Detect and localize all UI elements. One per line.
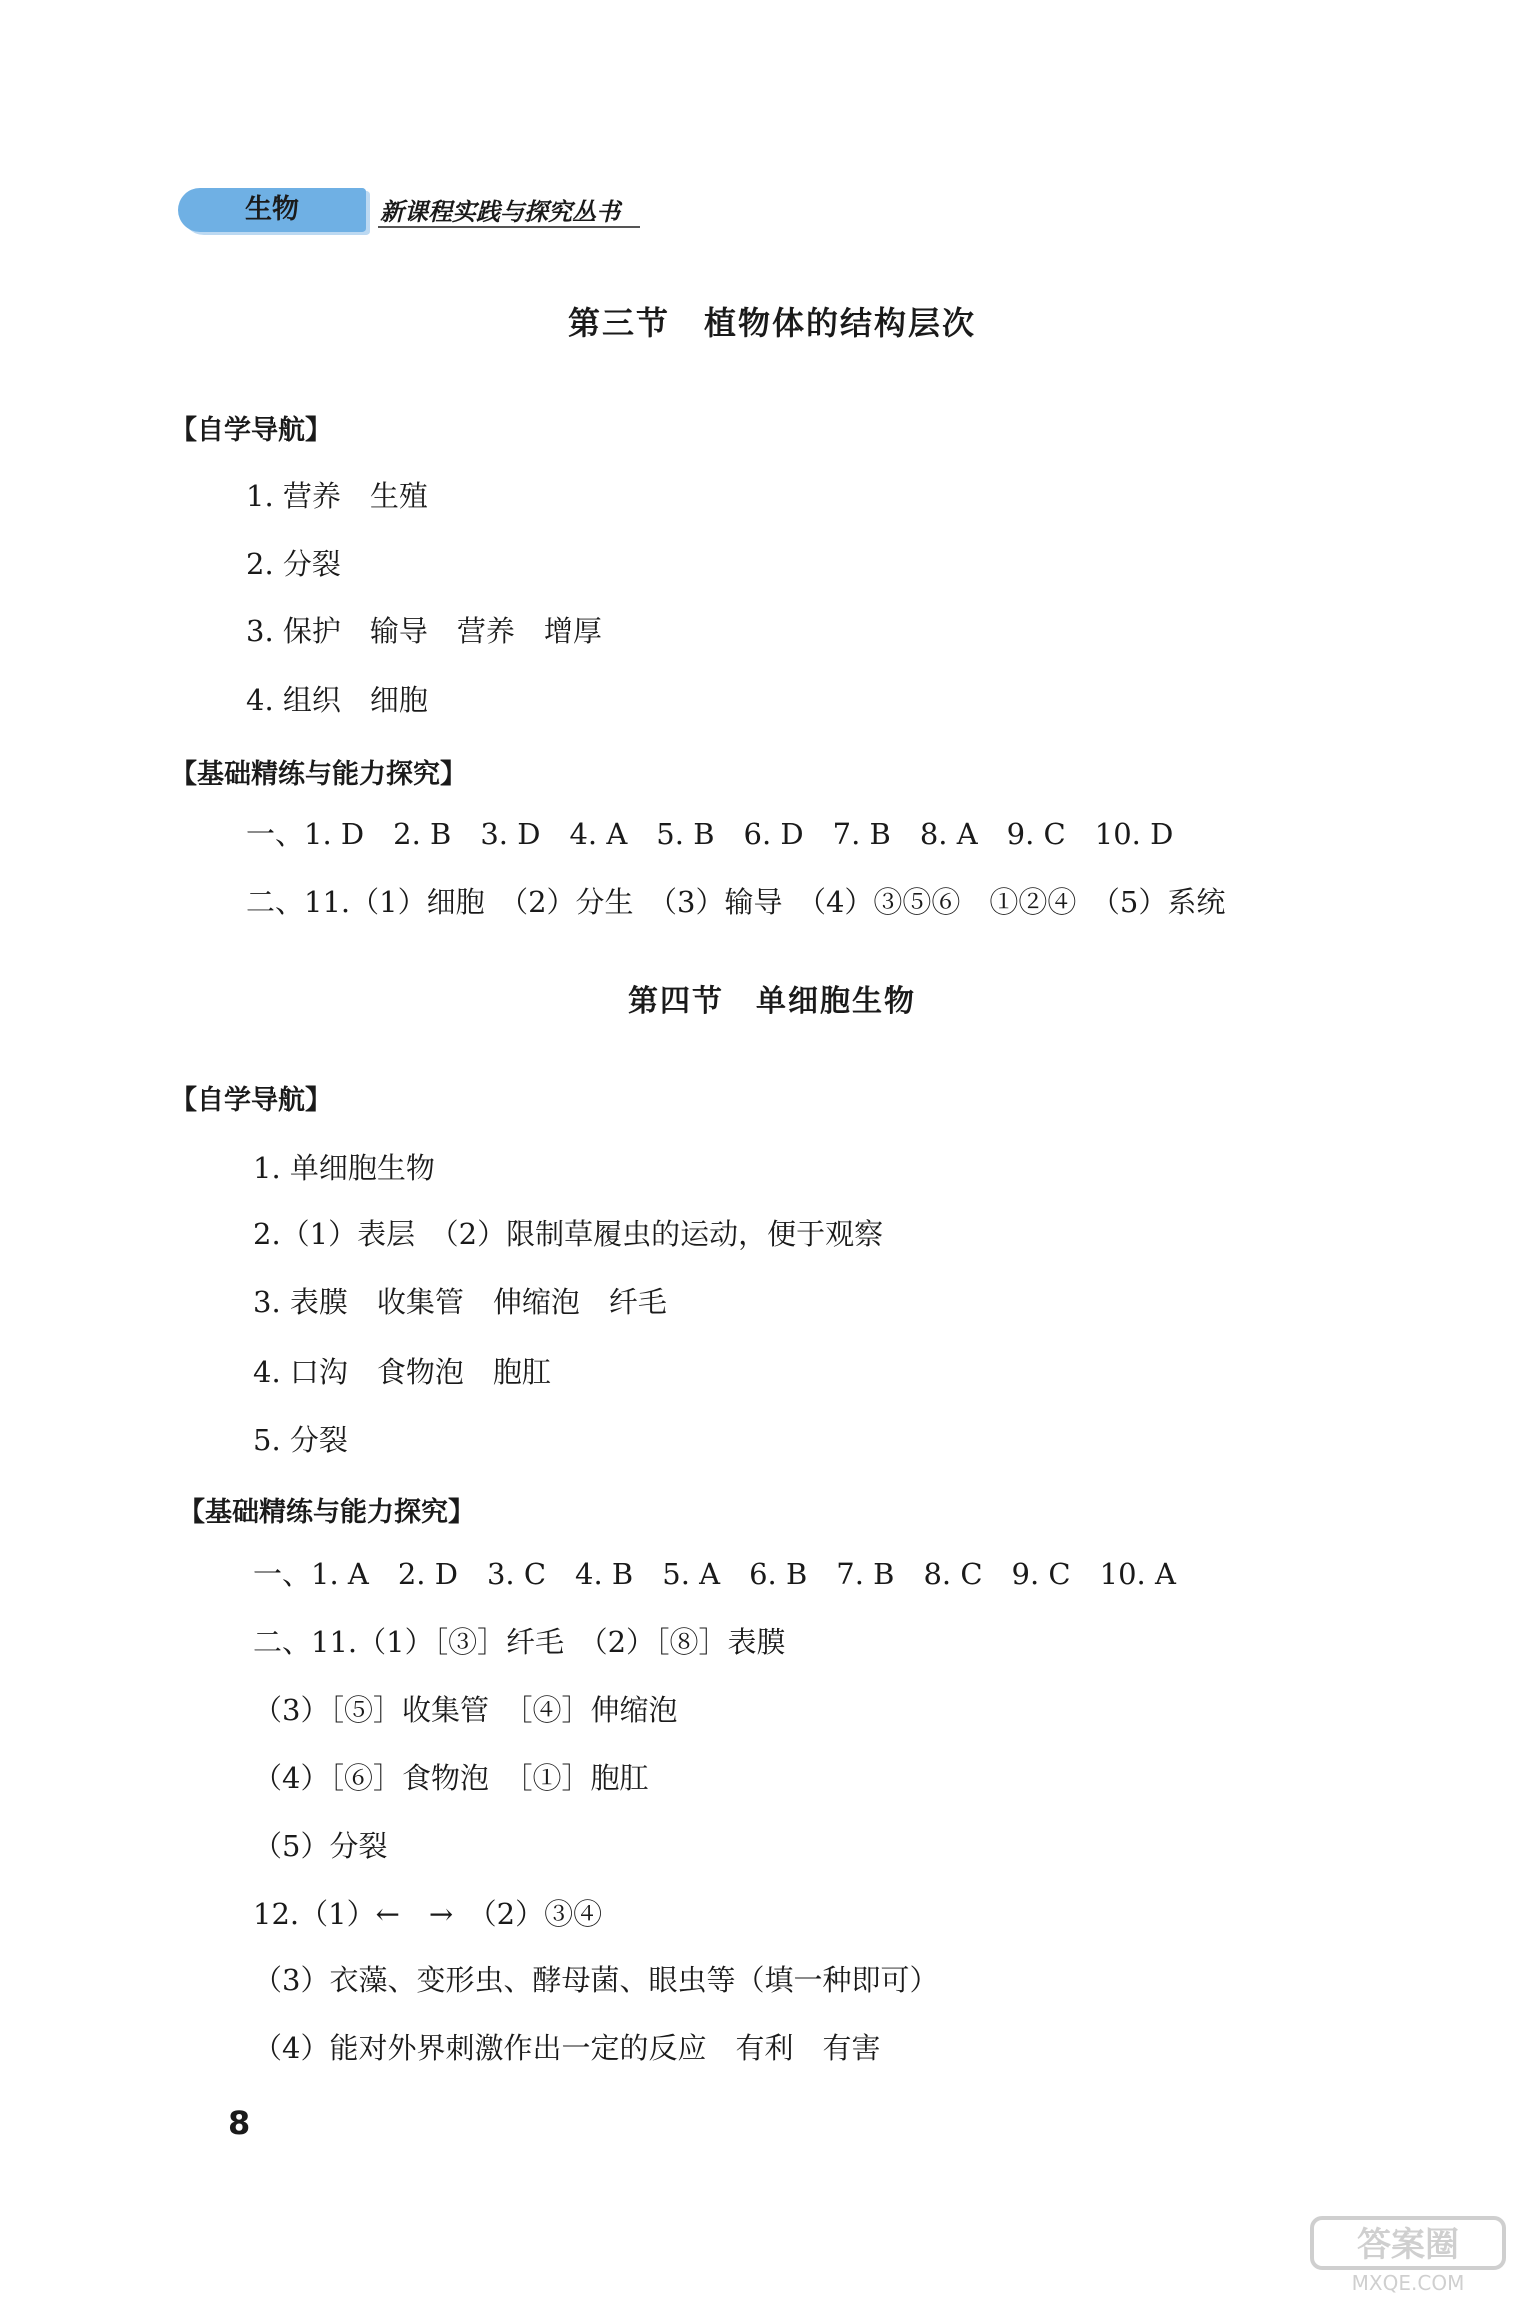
page-number: 8 [228,2104,251,2142]
series-title: 新课程实践与探究丛书 [380,197,620,226]
section-4-practice-line: （5）分裂 [253,1829,388,1863]
section-3-practice-line: 一、1. D 2. B 3. D 4. A 5. B 6. D 7. B 8. A 9. C 10. D [246,817,1174,851]
watermark-logo [1308,2214,1508,2294]
section-4-self-study-item: 4. 口沟 食物泡 胞肛 [253,1355,551,1389]
subject-label: 生物 [245,194,299,225]
section-3-title: 第三节 植物体的结构层次 [568,304,977,342]
section-4-practice-line: （3）［⑤］收集管 ［④］伸缩泡 [253,1693,678,1727]
section-4-self-study-item: 1. 单细胞生物 [253,1151,435,1185]
section-4-practice-line: 12.（1）← → （2）③④ [253,1897,603,1931]
section-4-practice-line: （3）衣藻、变形虫、酵母菌、眼虫等（填一种即可） [253,1963,939,1997]
svg-text:答案圈: 答案圈 [1357,2225,1459,2265]
svg-text:MXQE.COM: MXQE.COM [1351,2271,1465,2294]
section-3-self-study-item: 1. 营养 生殖 [246,479,428,513]
section-4-title: 第四节 单细胞生物 [628,984,916,1019]
section-4-self-study-item: 2.（1）表层 （2）限制草履虫的运动，便于观察 [253,1217,884,1251]
section-4-practice-line: （4）能对外界刺激作出一定的反应 有利 有害 [253,2031,881,2065]
series-underline [378,226,640,228]
section-3-practice-line: 二、11.（1）细胞 （2）分生 （3）输导 （4）③⑤⑥ ①②④ （5）系统 [246,885,1226,919]
section-4-practice-line: 二、11.（1）［③］纤毛 （2）［⑧］表膜 [253,1625,786,1659]
section-4-practice-line: （4）［⑥］食物泡 ［①］胞肛 [253,1761,649,1795]
section-4-self-study-item: 3. 表膜 收集管 伸缩泡 纤毛 [253,1285,667,1319]
section-4-self-study-item: 5. 分裂 [253,1423,348,1457]
section-3-practice-label: 【基础精练与能力探究】 [170,759,467,790]
section-3-self-study-item: 4. 组织 细胞 [246,683,428,717]
section-4-practice-label: 【基础精练与能力探究】 [178,1497,475,1528]
section-3-self-study-item: 2. 分裂 [246,547,341,581]
section-4-self-study-label: 【自学导航】 [170,1085,332,1116]
section-4-practice-line: 一、1. A 2. D 3. C 4. B 5. A 6. B 7. B 8. C 9. C 10. A [253,1557,1176,1591]
section-3-self-study-label: 【自学导航】 [170,415,332,446]
section-3-self-study-item: 3. 保护 输导 营养 增厚 [246,614,602,648]
